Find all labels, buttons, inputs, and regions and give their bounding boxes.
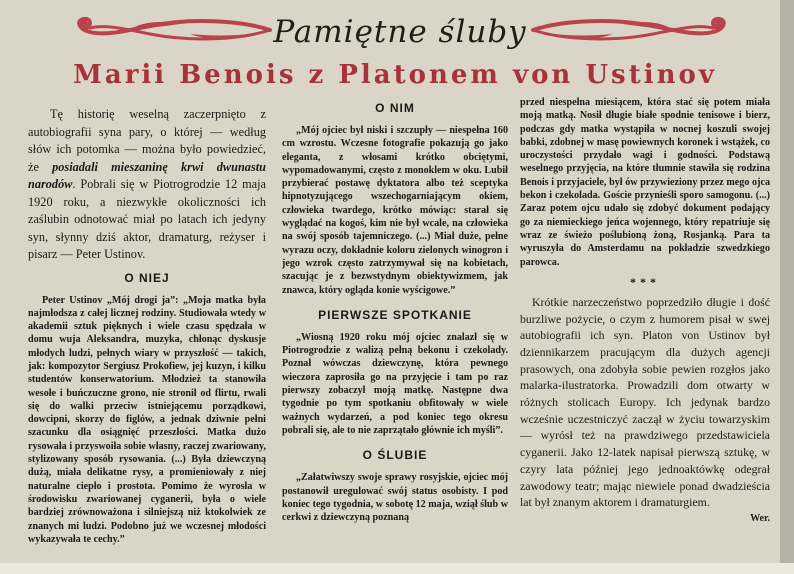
scan-edge-right [780, 0, 794, 574]
lead-text-end: . Pobrali się w Piotrogrodzie 12 maja 1920 roku, a niezwykłe okoliczności ich zaślubin odnotować miał po latach ich jedyny syn, słynny dziś aktor, dramaturg, reżyser i pisarz — Peter Ustinov. [28, 177, 266, 261]
lead-quote: posiadali mieszaninę krwi dwunastu narodów [28, 159, 266, 191]
column-3 [520, 96, 770, 524]
paragraph-text: „Mój drogi ja”: „Moja matka była najmłodsza z całej licznej rodziny. Studiowała wtedy w akademii sztuk pięknych i wiele czasu spędzała w domu wuja Aleksandra, muzyka, chłonąc dyskusje młodych ludzi, pełnych wiary w przyszłość — takich, jak: kompozytor Sergiusz Prokofiew, jej kuzyn, i kilku studentów konserwatorium. Młodzież ta stanowiła wesołe i buńczuczne grono, nie stronił od flirtu, rwali się do walki przeciw istniejącemu porządkowi, dowcipni, skorzy do figlów, a jednak dziwnie pełni szacunku dla osiągnięć przeszłości. Matka dużo rysowała i przyswoiła sobie własny, raczej zwariowany, stylizowany sposób rysowania. (...) Była dziewczyną dużą, miała delikatne rysy, a promieniowały z niej naturalne ciepło i prostota. Pomimo że wyrosła w środowisku zwariowanej cyganerii, była o wiele bardziej zrównoważona i silniejszą niż ktokolwiek ze znanych mi ludzi. Podobno już we wczesnej młodości wykazywała te cechy.” [28, 294, 266, 545]
article-paragraph: „Mój ojciec był niski i szczupły — niespełna 160 cm wzrostu. Wczesne fotografie pokazują go jako eleganta, z włosami krótko obciętymi, wypomadowanymi, często z monoklem w oku. Lubił przybierać postawę dyktatora albo też sceptyka hipnotyzującego wszechogarniającym okiem, człowieka twardego, krótko mówiąc: starał się wyglądać na kogoś, kim nie był wcale, na człowieka na swój sposób tajemniczego. (...) Miał duże, pełne wyrazu oczy, dokładnie koloru zielonych winogron i jego wzrok często zatrzymywał się na kobietach, szacując je z bezwstydnym obiektywizmem, jak znawca, który ogląda konie wyścigowe.” [282, 125, 508, 296]
article-paragraph: przed niespełna miesiącem, która stać się potem miała moją matką. Nosił długie białe spodnie tenisowe i bierz, podczas gdy matka wystąpiła w nocnej koszuli swojej babki, zdobnej w masę powiewnych koronek i wstążek, co uroczystości przydało wagi i godności. Podstawą weselnego przyjęcia, na które tłumnie stawiła się rodzina Benois i przyjaciele, był ów przywieziony przez mego ojca bekon i czekolada. Goście przynieśli sporo samogonu. (...) Zaraz potem ojcu udało się zdobyć dokument podający go za niemieckiego jeńca wojennego, który repatriuje się wraz ze świeżo poślubioną żoną, Rosjanką. Para ta wyruszyła do Amsterdamu na pokładzie szwedzkiego parowca. [520, 97, 770, 268]
author-name: Peter Ustinov [42, 294, 107, 306]
article-paragraph [28, 294, 266, 547]
column-1 [28, 96, 266, 546]
left-scroll-ornament-icon [70, 14, 275, 46]
headline: Marii Benois z Platonem von Ustinov [73, 60, 717, 90]
article-paragraph: „Załatwiwszy swoje sprawy rosyjskie, ojciec mój postanowił uregulować swój status osobisty. I pod koniec tego tygodnia, w sobotę 12 maja, wziął ślub w cerkwi z dziewczyną poznaną [282, 472, 508, 524]
separator-stars: *** [630, 274, 660, 289]
section-title-o-niej: O NIEJ [124, 270, 170, 285]
kicker-title: Pamiętne śluby [273, 14, 527, 50]
section-title-pierwsze-spotkanie: PIERWSZE SPOTKANIE [318, 307, 472, 322]
column-2 [282, 96, 508, 524]
section-title-o-slubie: O ŚLUBIE [362, 448, 428, 463]
article-paragraph: „Wiosną 1920 roku mój ojciec znalazł się w Piotrogrodzie z walizą pełną bekonu i czekolady. Poznał wówczas dziewczynę, która pewnego wieczora zaprosiła go na przyjęcie i tam po raz pierwszy zobaczył moją matkę. Następne dwa tygodnie po tym spotkaniu obfitowały w wiele ważnych wydarzeń, a pod koniec tego okresu pobrali się, ale to nie zaprzątało głównie ich myśli”. [282, 331, 508, 436]
scan-edge-bottom [0, 563, 794, 574]
lead-paragraph [28, 106, 266, 264]
section-title-o-nim: O NIM [375, 101, 415, 115]
right-scroll-ornament-icon [528, 14, 733, 46]
lead-text: Tę historię weselną zaczerpnięto z autobiografii syna pary, o której — według słów ich potomka — można było powiedzieć, że [28, 107, 266, 174]
author-signature: Wer. [750, 513, 770, 524]
article-paragraph: Krótkie narzeczeństwo poprzedziło długie i dość burzliwe pożycie, o czym z humorem pisał w swej autobiografii ich syn. Platon von Ustinov był dziennikarzem pracującym dla dużych agencji prasowych, ona zdobyła sobie pewien rozgłos jako malarka-ilustratorka. Prowadzili dom otwarty w różnych stolicach Europy. Ich jedynak bardzo wcześnie uczestniczyć zaczął w życiu towarzyskim — wyrósł też na prawdziwego przedstawiciela cyganerii. Jako 12-latek napisał pierwszą sztukę, w czyry lata później jego jednoaktówkę odegrał zawodowy teatr; mając niewiele ponad dwadzieścia lat był znanym aktorem i dramaturgiem. [520, 294, 770, 510]
